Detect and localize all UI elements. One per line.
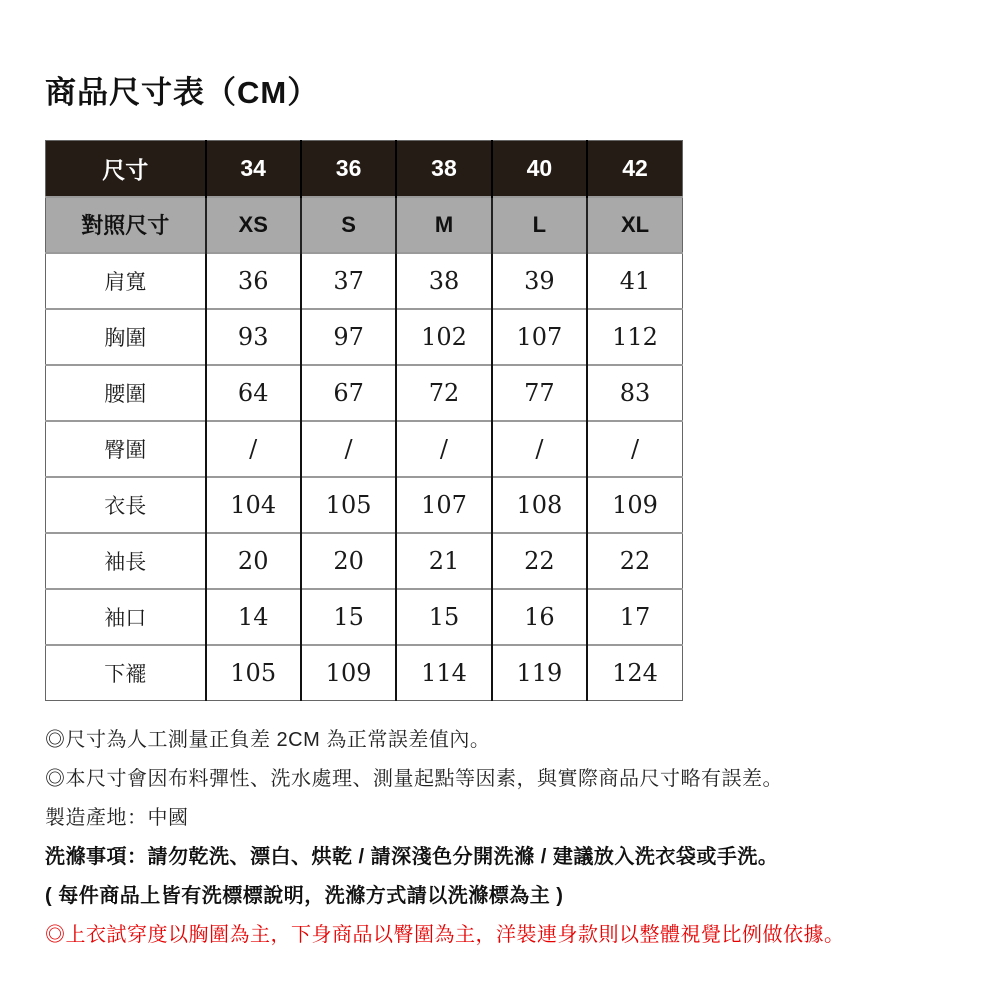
- compare-size-xs: XS: [206, 197, 301, 253]
- row-label: 袖長: [46, 533, 206, 589]
- compare-size-m: M: [396, 197, 491, 253]
- measurement-row-bust: [46, 309, 683, 365]
- cell-value: 64: [206, 365, 301, 421]
- cell-value: 67: [301, 365, 396, 421]
- cell-value: 107: [396, 477, 491, 533]
- measurement-row-cuff: [46, 589, 683, 645]
- cell-value: 41: [587, 253, 682, 309]
- size-value-38: 38: [396, 141, 491, 197]
- cell-value: 93: [206, 309, 301, 365]
- row-label: 臀圍: [46, 421, 206, 477]
- cell-value: 17: [587, 589, 682, 645]
- cell-value: 15: [301, 589, 396, 645]
- note-measure-tolerance: ◎尺寸為人工測量正負差 2CM 為正常誤差值內。: [45, 729, 491, 751]
- note-fit-guideline: ◎上衣試穿度以胸圍為主，下身商品以臀圍為主，洋裝連身款則以整體視覺比例做依據。: [45, 924, 845, 946]
- cell-value: 16: [492, 589, 587, 645]
- cell-value: /: [587, 421, 682, 477]
- measurement-row-hip: [46, 421, 683, 477]
- notes-section: [45, 727, 975, 948]
- row-label: 衣長: [46, 477, 206, 533]
- size-value-40: 40: [492, 141, 587, 197]
- cell-value: 83: [587, 365, 682, 421]
- cell-value: 112: [587, 309, 682, 365]
- cell-value: 97: [301, 309, 396, 365]
- measurement-row-length: [46, 477, 683, 533]
- note-origin: 製造產地：中國: [45, 807, 189, 829]
- cell-value: 37: [301, 253, 396, 309]
- cell-value: 109: [301, 645, 396, 701]
- note-fabric-variance: ◎本尺寸會因布料彈性、洗水處理、測量起點等因素，與實際商品尺寸略有誤差。: [45, 768, 783, 790]
- cell-value: 20: [301, 533, 396, 589]
- row-label: 下襬: [46, 645, 206, 701]
- cell-value: 107: [492, 309, 587, 365]
- size-value-36: 36: [301, 141, 396, 197]
- cell-value: 22: [587, 533, 682, 589]
- compare-size-label: 對照尺寸: [46, 197, 206, 253]
- cell-value: 15: [396, 589, 491, 645]
- compare-size-xl: XL: [587, 197, 682, 253]
- size-header-label: 尺寸: [102, 156, 149, 183]
- row-label: 胸圍: [46, 309, 206, 365]
- cell-value: 108: [492, 477, 587, 533]
- measurement-row-waist: [46, 365, 683, 421]
- cell-value: /: [206, 421, 301, 477]
- size-header-row: [46, 141, 683, 197]
- cell-value: 109: [587, 477, 682, 533]
- measurement-row-shoulder: [46, 253, 683, 309]
- row-label: 袖口: [46, 589, 206, 645]
- compare-size-l: L: [492, 197, 587, 253]
- page-title: 商品尺寸表（CM）: [45, 75, 320, 110]
- size-value-42: 42: [587, 141, 682, 197]
- row-label: 肩寬: [46, 253, 206, 309]
- cell-value: 39: [492, 253, 587, 309]
- size-table: [45, 140, 683, 701]
- cell-value: 72: [396, 365, 491, 421]
- note-wash-label: ( 每件商品上皆有洗標標說明，洗滌方式請以洗滌標為主 ): [45, 885, 564, 907]
- cell-value: 102: [396, 309, 491, 365]
- cell-value: /: [492, 421, 587, 477]
- cell-value: 14: [206, 589, 301, 645]
- row-label: 腰圍: [46, 365, 206, 421]
- cell-value: 104: [206, 477, 301, 533]
- cell-value: /: [396, 421, 491, 477]
- cell-value: 21: [396, 533, 491, 589]
- measurement-row-hem: [46, 645, 683, 701]
- cell-value: 105: [301, 477, 396, 533]
- compare-size-s: S: [301, 197, 396, 253]
- cell-value: 22: [492, 533, 587, 589]
- cell-value: 20: [206, 533, 301, 589]
- cell-value: 105: [206, 645, 301, 701]
- cell-value: 36: [206, 253, 301, 309]
- size-value-34: 34: [206, 141, 301, 197]
- cell-value: /: [301, 421, 396, 477]
- cell-value: 124: [587, 645, 682, 701]
- compare-size-row: [46, 197, 683, 253]
- cell-value: 38: [396, 253, 491, 309]
- cell-value: 114: [396, 645, 491, 701]
- note-washing-instructions: 洗滌事項：請勿乾洗、漂白、烘乾 / 請深淺色分開洗滌 / 建議放入洗衣袋或手洗。: [45, 846, 779, 868]
- measurement-row-sleeve-length: [46, 533, 683, 589]
- cell-value: 77: [492, 365, 587, 421]
- cell-value: 119: [492, 645, 587, 701]
